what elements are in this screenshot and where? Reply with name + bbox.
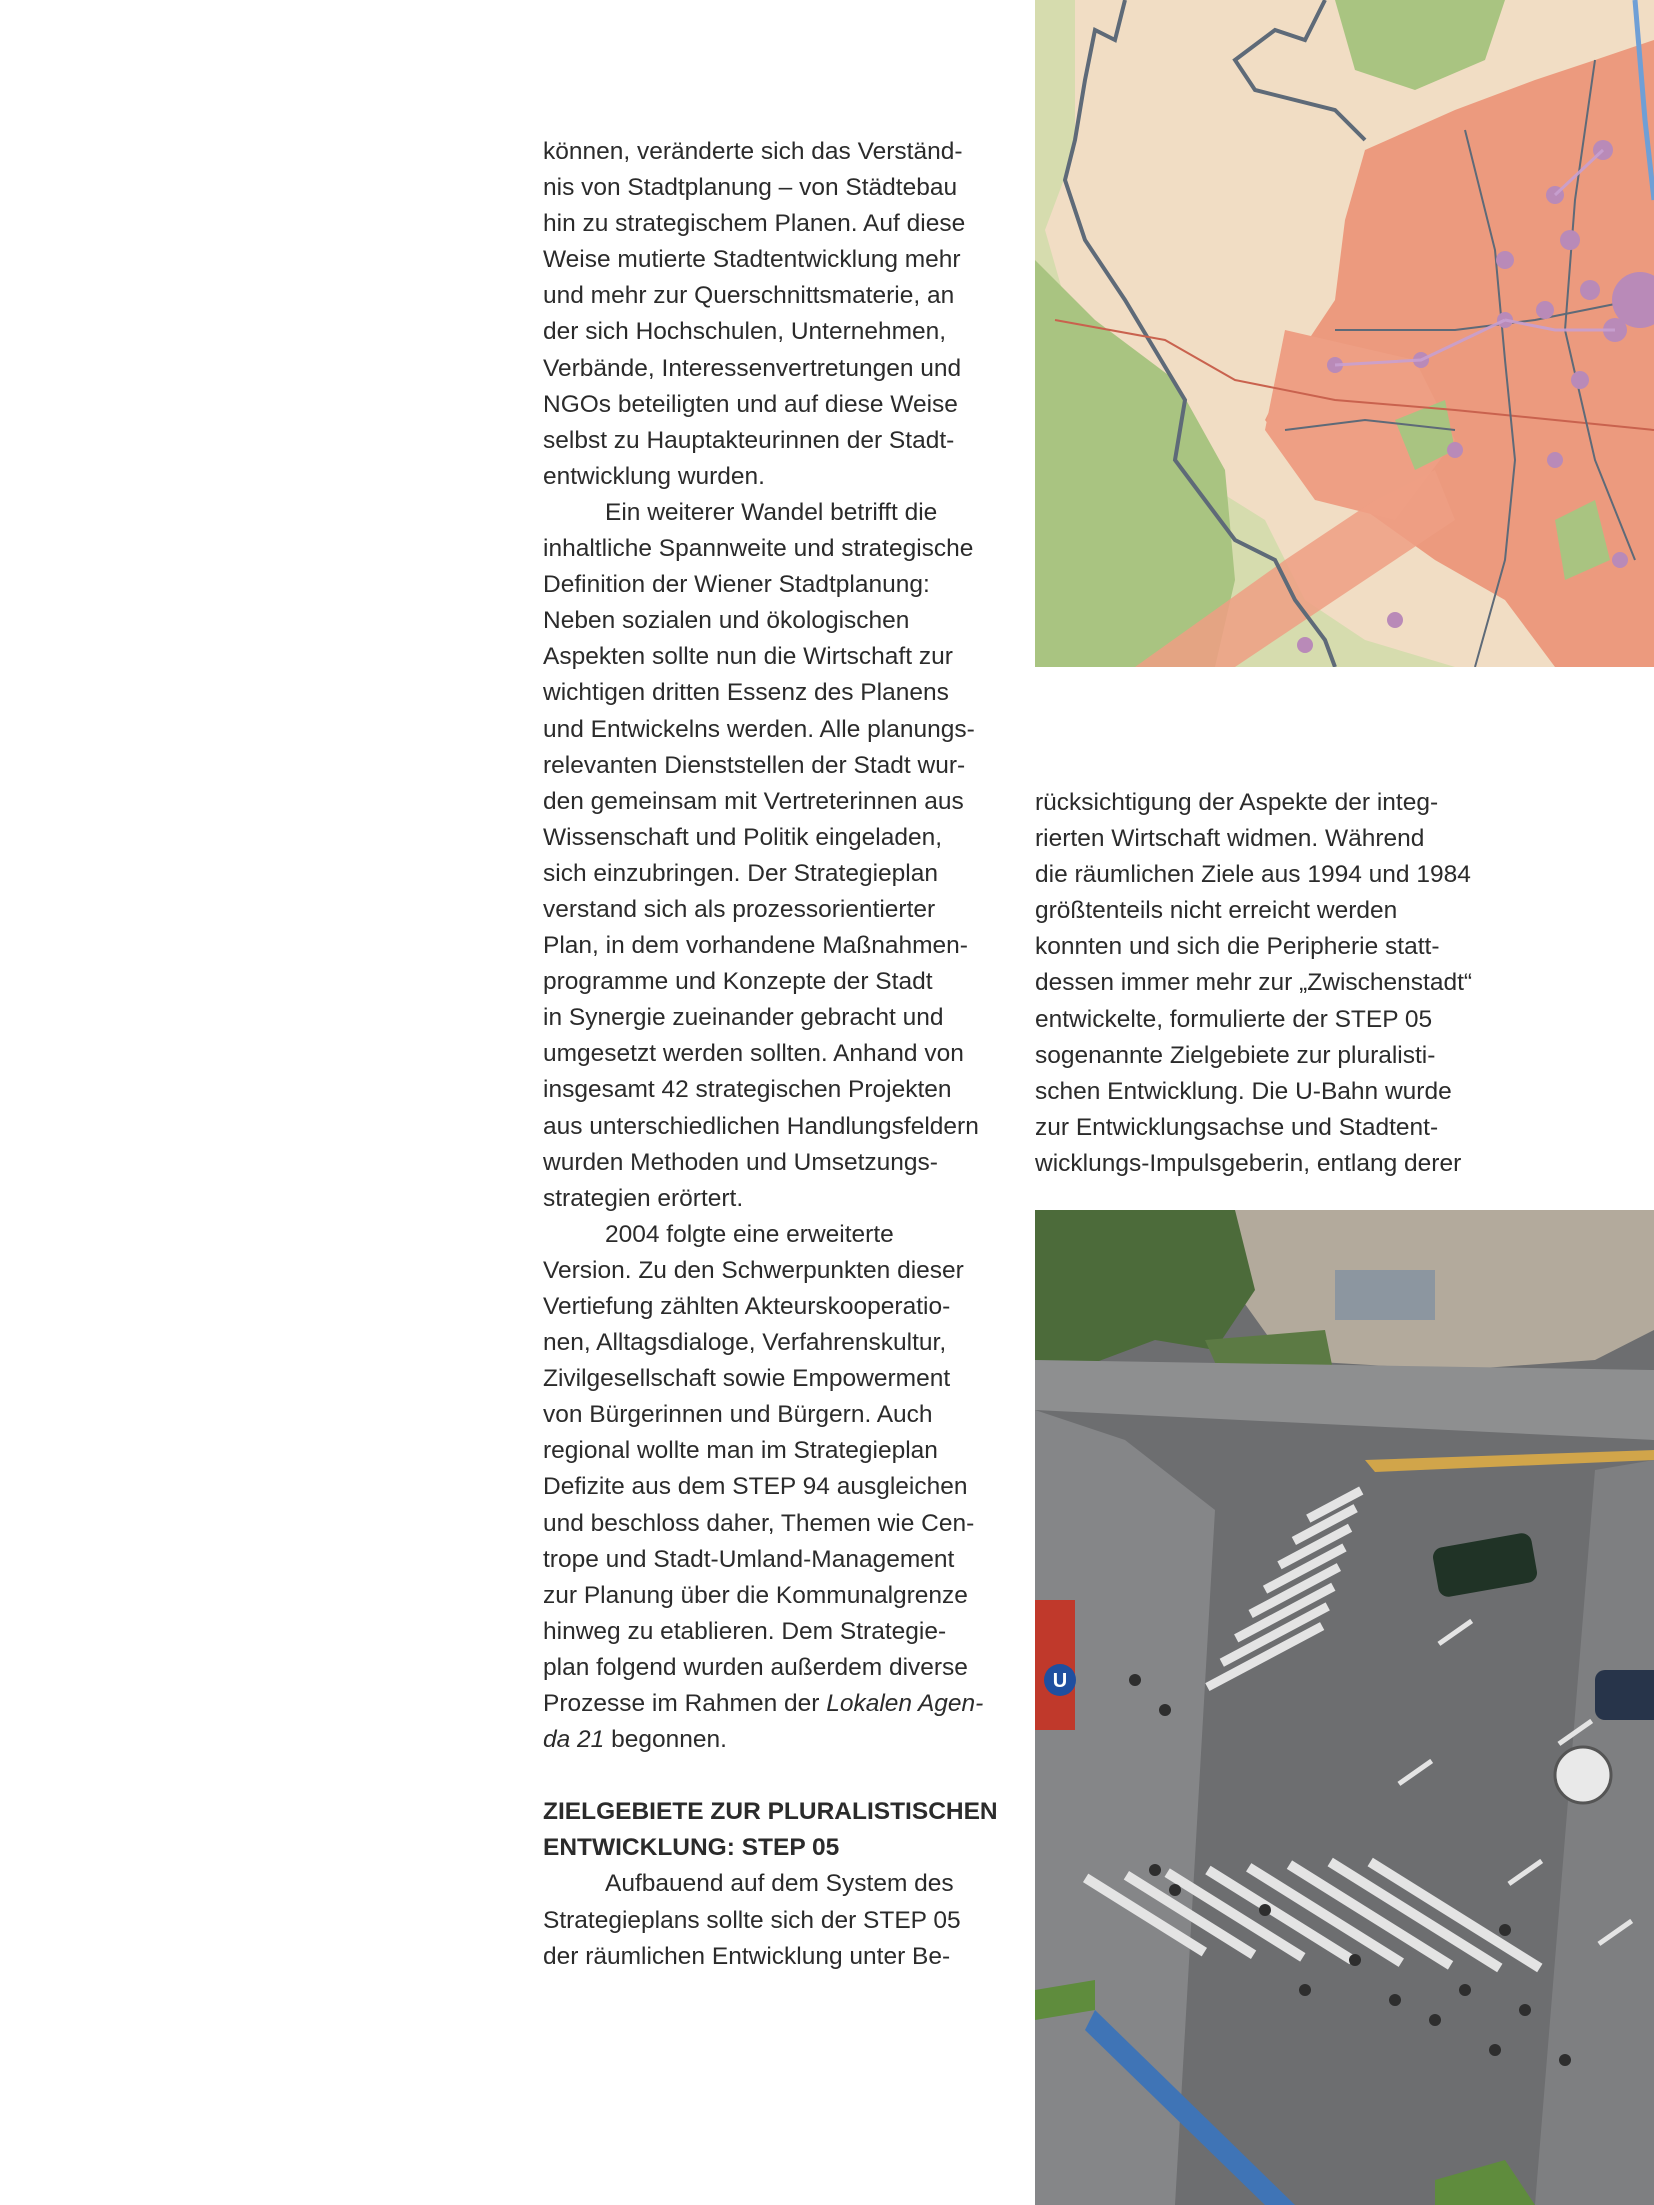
text-line: Weise mutierte Stadtentwicklung mehr — [543, 246, 961, 274]
text-line: Plan, in dem vorhandene Maßnahmen- — [543, 932, 968, 960]
left-text-column — [543, 134, 1013, 1975]
text-line: rierten Wirtschaft widmen. Während — [1035, 825, 1425, 853]
text-line: verstand sich als prozessorientierter — [543, 895, 936, 923]
text-line: hinweg zu etablieren. Dem Strategie- — [543, 1617, 947, 1645]
text-line: Vertiefung zählten Akteurskooperatio- — [543, 1293, 951, 1320]
text-line: regional wollte man im Strategieplan — [543, 1437, 938, 1465]
right-text-column — [1035, 785, 1505, 1182]
text-line: schen Entwicklung. Die U-Bahn wurde — [1035, 1077, 1452, 1105]
heading-line: ENTWICKLUNG: STEP 05 — [543, 1834, 840, 1862]
paragraph-4 — [543, 1866, 1013, 1974]
text-line: Defizite aus dem STEP 94 ausgleichen — [543, 1473, 968, 1501]
text-line: wurden Methoden und Umsetzungs- — [543, 1148, 938, 1176]
text-line: sogenannte Zielgebiete zur pluralisti- — [1035, 1041, 1436, 1069]
italic-term: Lokalen Agen- — [826, 1690, 984, 1718]
text-line — [543, 1686, 1013, 1722]
text-line: trope und Stadt-Umland-Management — [543, 1545, 955, 1573]
photo-graphic — [1035, 1210, 1654, 2205]
text-line: und beschloss daher, Themen wie Cen- — [543, 1509, 975, 1537]
text-line: Definition der Wiener Stadtplanung: — [543, 571, 930, 599]
text-line: zur Entwicklungsachse und Stadtent- — [1035, 1113, 1439, 1141]
text-line: der sich Hochschulen, Unternehmen, — [543, 318, 947, 346]
text-line: der räumlichen Entwicklung unter Be- — [543, 1942, 951, 1970]
text-line: inhaltliche Spannweite und strategische — [543, 535, 974, 563]
text-line: können, veränderte sich das Verständ- — [543, 138, 963, 165]
city-map-figure — [1035, 0, 1654, 667]
paragraph-3 — [543, 1217, 1013, 1758]
text-line: Wissenschaft und Politik eingeladen, — [543, 823, 943, 851]
text-line: hin zu strategischem Planen. Auf diese — [543, 210, 966, 238]
text-line: konnten und sich die Peripherie statt- — [1035, 933, 1440, 961]
text-line: wicklungs-Impulsgeberin, entlang derer — [1035, 1149, 1462, 1177]
text-line: wichtigen dritten Essenz des Planens — [543, 679, 949, 707]
heading-line: ZIELGEBIETE ZUR PLURALISTISCHEN — [543, 1798, 998, 1826]
paragraph-continuation — [1035, 785, 1505, 1182]
text-line: NGOs beteiligten und auf diese Weise — [543, 390, 958, 418]
text-line: dessen immer mehr zur „Zwischenstadt“ — [1035, 969, 1473, 997]
text-line: Neben sozialen und ökologischen — [543, 607, 910, 635]
street-intersection-photo — [1035, 1210, 1654, 2205]
text-line: relevanten Dienststellen der Stadt wur- — [543, 751, 966, 779]
metro-sign-label: U — [1052, 1670, 1068, 1692]
map-graphic — [1035, 0, 1654, 667]
text-line: plan folgend wurden außerdem diverse — [543, 1653, 968, 1681]
text-line: Aspekten sollte nun die Wirtschaft zur — [543, 643, 953, 671]
paragraph-1 — [543, 134, 1013, 495]
text-line: umgesetzt werden sollten. Anhand von — [543, 1040, 964, 1068]
text-line: sich einzubringen. Der Strategieplan — [543, 859, 938, 887]
text-line: größtenteils nicht erreicht werden — [1035, 897, 1398, 925]
car-2 — [1595, 1670, 1654, 1720]
text-line: von Bürgerinnen und Bürgern. Auch — [543, 1401, 933, 1429]
street-clock — [1555, 1747, 1611, 1803]
text-line — [543, 1722, 1013, 1758]
text-fragment: Prozesse im Rahmen der — [543, 1690, 827, 1718]
text-line: 2004 folgte eine erweiterte — [605, 1220, 894, 1248]
text-line: entwickelte, formulierte der STEP 05 — [1035, 1005, 1433, 1033]
paragraph-2 — [543, 495, 1013, 1217]
text-line: Strategieplans sollte sich der STEP 05 — [543, 1906, 961, 1934]
text-line: Zivilgesellschaft sowie Empowerment — [543, 1365, 951, 1393]
text-line: in Synergie zueinander gebracht und — [543, 1004, 944, 1032]
text-line: Ein weiterer Wandel betrifft die — [605, 498, 938, 526]
text-line: die räumlichen Ziele aus 1994 und 1984 — [1035, 861, 1471, 889]
text-line: strategien erörtert. — [543, 1184, 744, 1212]
text-line: und Entwickelns werden. Alle planungs- — [543, 715, 975, 743]
text-line: und mehr zur Querschnittsmaterie, an — [543, 282, 955, 310]
building-windows — [1335, 1270, 1435, 1320]
text-line: nis von Stadtplanung – von Städtebau — [543, 174, 958, 202]
text-line: entwicklung wurden. — [543, 462, 765, 490]
italic-term: da 21 — [543, 1726, 605, 1754]
text-line: rücksichtigung der Aspekte der integ- — [1035, 789, 1439, 816]
text-line: selbst zu Hauptakteurinnen der Stadt- — [543, 426, 955, 454]
text-line: Verbände, Interessenvertretungen und — [543, 354, 962, 382]
section-heading — [543, 1794, 1013, 1866]
text-line: insgesamt 42 strategischen Projekten — [543, 1076, 952, 1104]
text-line: Aufbauend auf dem System des — [605, 1870, 954, 1898]
text-fragment: begonnen. — [604, 1726, 727, 1754]
text-line: nen, Alltagsdialoge, Verfahrenskultur, — [543, 1329, 947, 1357]
text-line: den gemeinsam mit Vertreterinnen aus — [543, 787, 964, 815]
text-line: aus unterschiedlichen Handlungsfeldern — [543, 1112, 979, 1140]
text-line: programme und Konzepte der Stadt — [543, 968, 933, 996]
text-line: zur Planung über die Kommunalgrenze — [543, 1581, 968, 1609]
text-line: Version. Zu den Schwerpunkten dieser — [543, 1256, 964, 1284]
